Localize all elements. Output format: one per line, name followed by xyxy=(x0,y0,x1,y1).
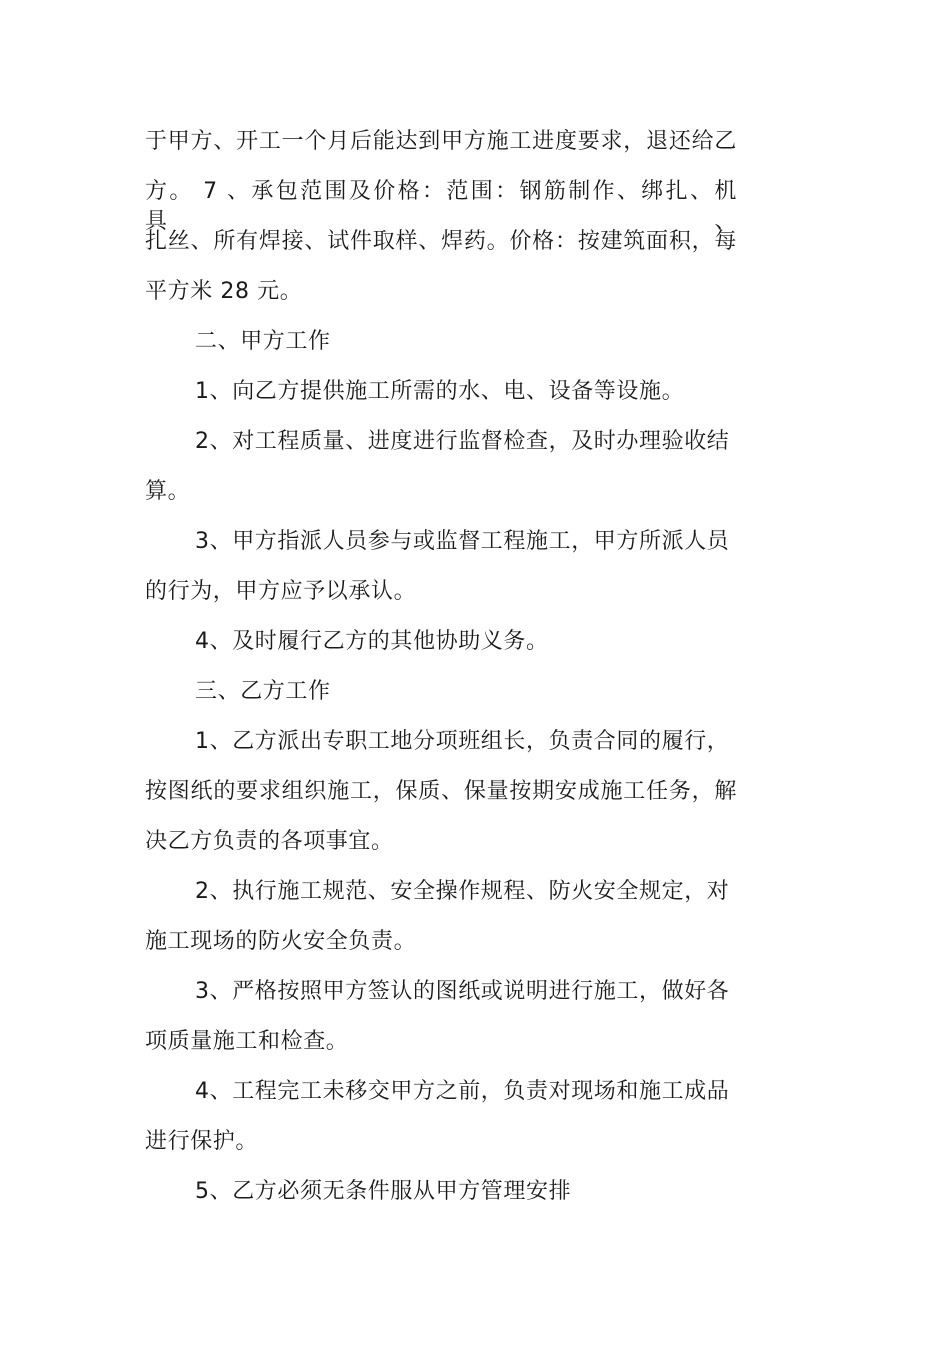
list-item: 4、及时履行乙方的其他协助义务。 xyxy=(195,629,549,654)
text-line: 平方米 28 元。 xyxy=(145,279,303,304)
text-line: 进行保护。 xyxy=(145,1129,259,1154)
list-item: 2、对工程质量、进度进行监督检查，及时办理验收结 xyxy=(195,429,730,454)
section-heading: 二、甲方工作 xyxy=(195,329,331,354)
text-line: 施工现场的防火安全负责。 xyxy=(145,929,417,954)
text-line: 的行为，甲方应予以承认。 xyxy=(145,579,417,604)
text-line: 方。 7 、承包范围及价格：范围：钢筋制作、绑扎、机具、 xyxy=(145,179,737,234)
list-item: 2、执行施工规范、安全操作规程、防火安全规定，对 xyxy=(195,879,730,904)
text-line: 算。 xyxy=(145,479,191,504)
text-line: 项质量施工和检查。 xyxy=(145,1029,349,1054)
list-item: 4、工程完工未移交甲方之前，负责对现场和施工成品 xyxy=(195,1079,730,1104)
list-item: 5、乙方必须无条件服从甲方管理安排 xyxy=(195,1179,572,1204)
list-item: 3、甲方指派人员参与或监督工程施工，甲方所派人员 xyxy=(195,529,730,554)
text-line: 扎丝、所有焊接、试件取样、焊药。价格：按建筑面积，每 xyxy=(145,229,737,254)
text-line: 于甲方、开工一个月后能达到甲方施工进度要求，退还给乙 xyxy=(145,129,737,154)
list-item: 1、向乙方提供施工所需的水、电、设备等设施。 xyxy=(195,379,685,404)
text-line: 按图纸的要求组织施工，保质、保量按期安成施工任务，解 xyxy=(145,779,737,804)
text-line: 决乙方负责的各项事宜。 xyxy=(145,829,394,854)
list-item: 3、严格按照甲方签认的图纸或说明进行施工，做好各 xyxy=(195,979,730,1004)
section-heading: 三、乙方工作 xyxy=(195,679,331,704)
list-item: 1、乙方派出专职工地分项班组长，负责合同的履行， xyxy=(195,729,730,754)
